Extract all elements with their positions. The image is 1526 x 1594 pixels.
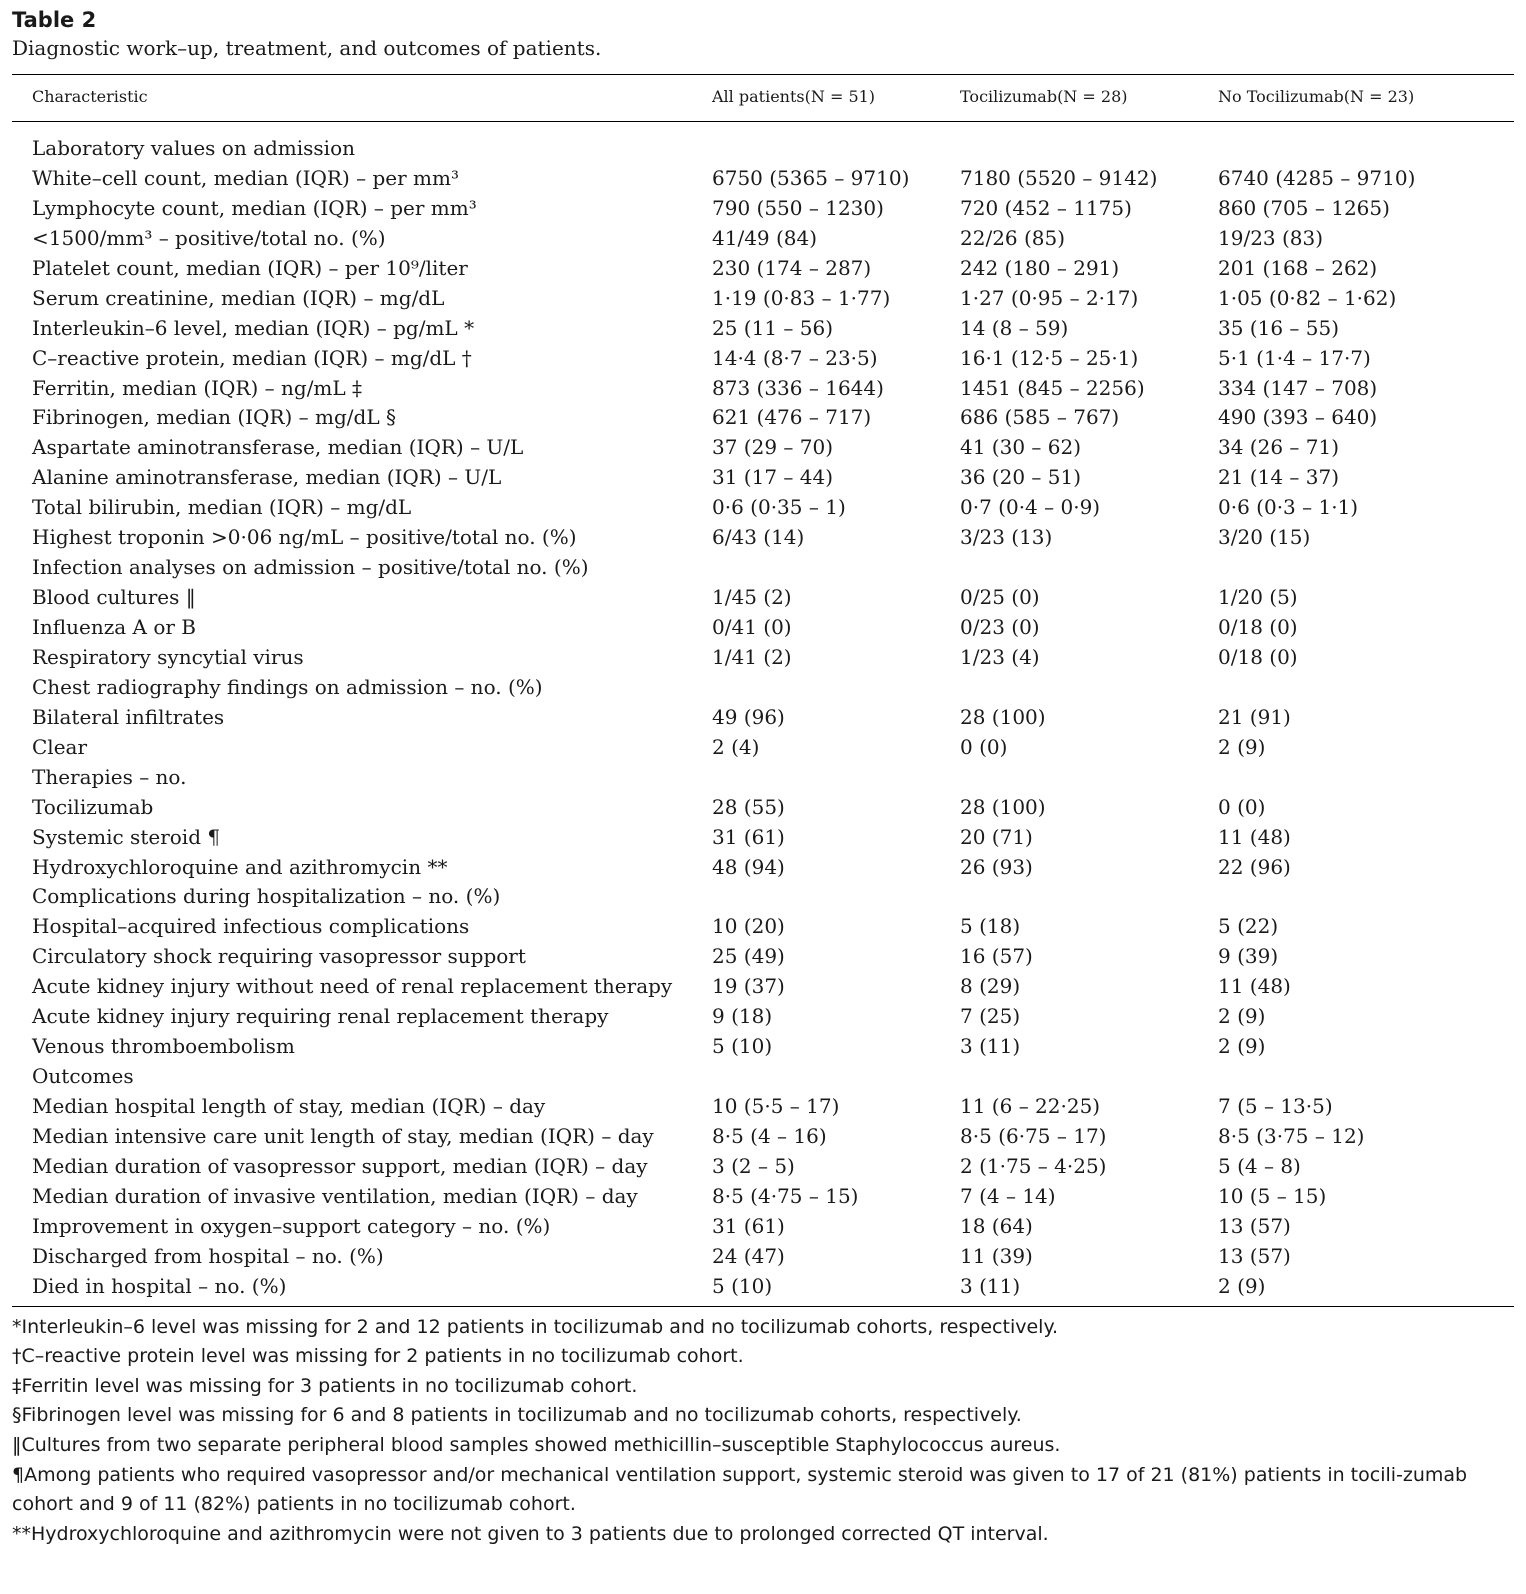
table-row	[12, 1002, 1514, 1032]
cell-all-patients: 10 (5·5 – 17)	[712, 1094, 840, 1118]
table-row	[12, 224, 1514, 254]
cell-tocilizumab: 26 (93)	[960, 854, 1033, 879]
cell-tocilizumab: 36 (20 – 51)	[960, 465, 1082, 490]
cell-no-tocilizumab: 2 (9)	[1218, 1004, 1266, 1029]
table-row	[12, 1182, 1514, 1212]
row-label: Serum creatinine, median (IQR) – mg/dL	[32, 285, 445, 310]
row-label: Clear	[32, 734, 88, 759]
cell-all-patients: 31 (61)	[712, 1213, 785, 1238]
row-label: C–reactive protein, median (IQR) – mg/dL †	[32, 345, 472, 370]
cell-all-patients: 1/41 (2)	[712, 644, 792, 669]
cell-all-patients: 28 (55)	[712, 794, 785, 819]
row-label: Ferritin, median (IQR) – ng/mL ‡	[32, 375, 363, 400]
cell-tocilizumab: 7 (4 – 14)	[960, 1183, 1056, 1208]
cell-tocilizumab: 20 (71)	[960, 824, 1033, 849]
row-label: Circulatory shock requiring vasopressor support	[32, 944, 526, 969]
table-row	[12, 613, 1514, 643]
cell-no-tocilizumab: 5 (4 – 8)	[1218, 1153, 1301, 1178]
row-label: Aspartate aminotransferase, median (IQR) – U/L	[32, 435, 524, 460]
table-row	[12, 463, 1514, 493]
table-row	[12, 374, 1514, 404]
cell-no-tocilizumab: 19/23 (83)	[1218, 225, 1324, 250]
cell-all-patients: 41/49 (84)	[712, 225, 818, 250]
table-row	[12, 1152, 1514, 1182]
row-label: Bilateral infiltrates	[32, 704, 225, 729]
row-label: Median duration of vasopressor support, median (IQR) – day	[32, 1153, 648, 1178]
cell-no-tocilizumab: 13 (57)	[1218, 1213, 1291, 1238]
table-row	[12, 314, 1514, 344]
cell-no-tocilizumab: 8·5 (3·75 – 12)	[1218, 1123, 1365, 1148]
table-row	[12, 1242, 1514, 1272]
cell-no-tocilizumab: 13 (57)	[1218, 1243, 1291, 1268]
cell-no-tocilizumab: 34 (26 – 71)	[1218, 435, 1340, 460]
row-label: Laboratory values on admission	[32, 136, 355, 160]
cell-tocilizumab: 22/26 (85)	[960, 225, 1066, 250]
cell-no-tocilizumab: 0·6 (0·3 – 1·1)	[1218, 495, 1359, 520]
footnote: ¶Among patients who required vasopressor and/or mechanical ventilation support, systemic steroid was given to 17 of 21 (81%) patients in tocili-zumab cohort and 9 of 11 (82%) patients in no tocilizumab cohort.	[12, 1463, 1468, 1516]
row-label: Acute kidney injury requiring renal replacement therapy	[32, 1004, 609, 1029]
cell-no-tocilizumab: 21 (91)	[1218, 704, 1291, 729]
table-row	[12, 1062, 1514, 1092]
footnote: †C–reactive protein level was missing for 2 patients in no tocilizumab cohort.	[12, 1345, 744, 1368]
table-row	[12, 673, 1514, 703]
footnote: §Fibrinogen level was missing for 6 and 8 patients in tocilizumab and no tocilizumab cohorts, respectively.	[12, 1404, 1022, 1427]
cell-all-patients: 790 (550 – 1230)	[712, 195, 884, 220]
table-row	[12, 254, 1514, 284]
cell-tocilizumab: 11 (6 – 22·25)	[960, 1094, 1101, 1118]
cell-all-patients: 2 (4)	[712, 734, 760, 759]
table-row	[12, 1212, 1514, 1242]
table-row	[12, 493, 1514, 523]
cell-tocilizumab: 3 (11)	[960, 1034, 1021, 1059]
cell-tocilizumab: 0/23 (0)	[960, 615, 1040, 639]
cell-no-tocilizumab: 334 (147 – 708)	[1218, 375, 1378, 400]
row-label: Hospital–acquired infectious complications	[32, 914, 470, 939]
row-label: Respiratory syncytial virus	[32, 644, 304, 669]
cell-no-tocilizumab: 21 (14 – 37)	[1218, 465, 1340, 490]
cell-all-patients: 24 (47)	[712, 1243, 785, 1268]
footnote: **Hydroxychloroquine and azithromycin were not given to 3 patients due to prolonged corrected QT interval.	[12, 1522, 1049, 1545]
table-caption: Diagnostic work–up, treatment, and outcomes of patients.	[12, 36, 602, 60]
cell-tocilizumab: 242 (180 – 291)	[960, 255, 1120, 280]
cell-tocilizumab: 720 (452 – 1175)	[960, 195, 1132, 220]
row-label: Influenza A or B	[32, 615, 196, 639]
cell-no-tocilizumab: 0/18 (0)	[1218, 644, 1298, 669]
table-row	[12, 194, 1514, 224]
table-row	[12, 793, 1514, 823]
cell-tocilizumab: 2 (1·75 – 4·25)	[960, 1153, 1107, 1178]
cell-all-patients: 1/45 (2)	[712, 585, 792, 610]
cell-all-patients: 8·5 (4·75 – 15)	[712, 1183, 859, 1208]
cell-tocilizumab: 3/23 (13)	[960, 525, 1053, 550]
table-row	[12, 134, 1514, 164]
cell-all-patients: 25 (11 – 56)	[712, 315, 834, 340]
row-label: Alanine aminotransferase, median (IQR) – U/L	[32, 465, 502, 490]
cell-tocilizumab: 0·7 (0·4 – 0·9)	[960, 495, 1101, 520]
cell-all-patients: 37 (29 – 70)	[712, 435, 834, 460]
row-label: Systemic steroid ¶	[32, 824, 221, 849]
cell-tocilizumab: 16·1 (12·5 – 25·1)	[960, 345, 1139, 370]
cell-no-tocilizumab: 860 (705 – 1265)	[1218, 195, 1390, 220]
table-row	[12, 853, 1514, 883]
cell-tocilizumab: 11 (39)	[960, 1243, 1033, 1268]
cell-all-patients: 0·6 (0·35 – 1)	[712, 495, 846, 520]
cell-tocilizumab: 0 (0)	[960, 734, 1008, 759]
row-label: Chest radiography findings on admission – no. (%)	[32, 674, 543, 699]
table-row	[12, 284, 1514, 314]
header-characteristic: Characteristic	[32, 87, 148, 106]
cell-all-patients: 3 (2 – 5)	[712, 1153, 795, 1178]
row-label: Median intensive care unit length of stay, median (IQR) – day	[32, 1123, 654, 1148]
table-row	[12, 763, 1514, 793]
row-label: Therapies – no.	[32, 764, 187, 789]
cell-no-tocilizumab: 11 (48)	[1218, 824, 1291, 849]
cell-no-tocilizumab: 5 (22)	[1218, 914, 1279, 939]
cell-all-patients: 621 (476 – 717)	[712, 405, 872, 430]
table-row	[12, 912, 1514, 942]
table-row	[12, 344, 1514, 374]
table-row	[12, 733, 1514, 763]
cell-tocilizumab: 8·5 (6·75 – 17)	[960, 1123, 1107, 1148]
cell-all-patients: 9 (18)	[712, 1004, 773, 1029]
cell-tocilizumab: 0/25 (0)	[960, 585, 1040, 610]
cell-tocilizumab: 7180 (5520 – 9142)	[960, 165, 1158, 190]
row-label: Discharged from hospital – no. (%)	[32, 1243, 384, 1268]
cell-no-tocilizumab: 3/20 (15)	[1218, 525, 1311, 550]
cell-tocilizumab: 18 (64)	[960, 1213, 1033, 1238]
cell-all-patients: 1·19 (0·83 – 1·77)	[712, 285, 891, 310]
cell-all-patients: 49 (96)	[712, 704, 785, 729]
cell-no-tocilizumab: 9 (39)	[1218, 944, 1279, 969]
cell-tocilizumab: 28 (100)	[960, 794, 1046, 819]
header-no-tocilizumab: No Tocilizumab(N = 23)	[1218, 87, 1415, 106]
row-label: Complications during hospitalization – no. (%)	[32, 884, 501, 909]
cell-all-patients: 25 (49)	[712, 944, 785, 969]
table-header	[12, 75, 1514, 121]
cell-all-patients: 6/43 (14)	[712, 525, 805, 550]
cell-tocilizumab: 686 (585 – 767)	[960, 405, 1120, 430]
table-row	[12, 1092, 1514, 1122]
row-label: Total bilirubin, median (IQR) – mg/dL	[32, 495, 412, 520]
cell-tocilizumab: 5 (18)	[960, 914, 1021, 939]
cell-tocilizumab: 41 (30 – 62)	[960, 435, 1082, 460]
table-row	[12, 164, 1514, 194]
table-row	[12, 643, 1514, 673]
cell-no-tocilizumab: 0 (0)	[1218, 794, 1266, 819]
cell-tocilizumab: 1451 (845 – 2256)	[960, 375, 1145, 400]
row-label: <1500/mm³ – positive/total no. (%)	[32, 225, 386, 250]
cell-no-tocilizumab: 2 (9)	[1218, 734, 1266, 759]
table-row	[12, 583, 1514, 613]
cell-all-patients: 6750 (5365 – 9710)	[712, 165, 910, 190]
cell-no-tocilizumab: 11 (48)	[1218, 974, 1291, 999]
cell-no-tocilizumab: 5·1 (1·4 – 17·7)	[1218, 345, 1371, 370]
cell-no-tocilizumab: 35 (16 – 55)	[1218, 315, 1340, 340]
row-label: Platelet count, median (IQR) – per 10⁹/liter	[32, 255, 468, 280]
cell-tocilizumab: 1·27 (0·95 – 2·17)	[960, 285, 1139, 310]
table-label: Table 2	[12, 8, 97, 32]
row-label: Improvement in oxygen–support category – no. (%)	[32, 1213, 551, 1238]
cell-tocilizumab: 3 (11)	[960, 1273, 1021, 1298]
row-label: Median duration of invasive ventilation, median (IQR) – day	[32, 1183, 638, 1208]
table-row	[12, 1032, 1514, 1062]
cell-all-patients: 48 (94)	[712, 854, 785, 879]
cell-tocilizumab: 28 (100)	[960, 704, 1046, 729]
cell-no-tocilizumab: 2 (9)	[1218, 1034, 1266, 1059]
cell-all-patients: 5 (10)	[712, 1273, 773, 1298]
row-label: White–cell count, median (IQR) – per mm³	[32, 165, 459, 190]
row-label: Died in hospital – no. (%)	[32, 1273, 287, 1298]
table-row	[12, 553, 1514, 583]
row-label: Venous thromboembolism	[32, 1034, 295, 1059]
footnote: ‡Ferritin level was missing for 3 patients in no tocilizumab cohort.	[12, 1374, 638, 1397]
cell-tocilizumab: 1/23 (4)	[960, 644, 1040, 669]
cell-all-patients: 10 (20)	[712, 914, 785, 939]
header-all-patients: All patients(N = 51)	[712, 87, 876, 106]
table-row	[12, 942, 1514, 972]
cell-all-patients: 0/41 (0)	[712, 615, 792, 639]
footnote: ‖Cultures from two separate peripheral blood samples showed methicillin–susceptible Staphylococcus aureus.	[12, 1433, 1061, 1456]
row-label: Blood cultures ‖	[32, 585, 196, 610]
cell-all-patients: 31 (61)	[712, 824, 785, 849]
table-row	[12, 403, 1514, 433]
cell-all-patients: 31 (17 – 44)	[712, 465, 834, 490]
cell-no-tocilizumab: 10 (5 – 15)	[1218, 1183, 1327, 1208]
table-row	[12, 972, 1514, 1002]
cell-tocilizumab: 14 (8 – 59)	[960, 315, 1069, 340]
cell-no-tocilizumab: 0/18 (0)	[1218, 615, 1298, 639]
cell-all-patients: 873 (336 – 1644)	[712, 375, 884, 400]
cell-all-patients: 5 (10)	[712, 1034, 773, 1059]
table-row	[12, 433, 1514, 463]
row-label: Tocilizumab	[32, 794, 154, 819]
row-label: Acute kidney injury without need of renal replacement therapy	[32, 974, 673, 999]
row-label: Infection analyses on admission – positive/total no. (%)	[32, 555, 589, 580]
row-label: Lymphocyte count, median (IQR) – per mm³	[32, 195, 477, 220]
table-footnotes	[12, 1307, 1514, 1550]
row-label: Interleukin–6 level, median (IQR) – pg/mL *	[32, 315, 475, 340]
row-label: Outcomes	[32, 1064, 134, 1089]
cell-no-tocilizumab: 1/20 (5)	[1218, 585, 1298, 610]
cell-all-patients: 19 (37)	[712, 974, 785, 999]
cell-no-tocilizumab: 2 (9)	[1218, 1273, 1266, 1298]
table-row	[12, 523, 1514, 553]
table-row	[12, 882, 1514, 912]
cell-all-patients: 230 (174 – 287)	[712, 255, 872, 280]
table-row	[12, 703, 1514, 733]
row-label: Median hospital length of stay, median (IQR) – day	[32, 1094, 546, 1118]
cell-tocilizumab: 7 (25)	[960, 1004, 1021, 1029]
row-label: Highest troponin >0·06 ng/mL – positive/total no. (%)	[32, 525, 577, 550]
cell-no-tocilizumab: 6740 (4285 – 9710)	[1218, 165, 1416, 190]
cell-no-tocilizumab: 22 (96)	[1218, 854, 1291, 879]
cell-all-patients: 14·4 (8·7 – 23·5)	[712, 345, 878, 370]
table-row	[12, 823, 1514, 853]
cell-tocilizumab: 16 (57)	[960, 944, 1033, 969]
row-label: Hydroxychloroquine and azithromycin **	[32, 854, 448, 879]
row-label: Fibrinogen, median (IQR) – mg/dL §	[32, 405, 396, 430]
footnote: *Interleukin–6 level was missing for 2 and 12 patients in tocilizumab and no tocilizumab cohorts, respectively.	[12, 1315, 1059, 1338]
table-body	[12, 122, 1514, 1306]
cell-all-patients: 8·5 (4 – 16)	[712, 1123, 827, 1148]
header-tocilizumab: Tocilizumab(N = 28)	[960, 87, 1128, 106]
cell-no-tocilizumab: 201 (168 – 262)	[1218, 255, 1378, 280]
cell-tocilizumab: 8 (29)	[960, 974, 1021, 999]
cell-no-tocilizumab: 490 (393 – 640)	[1218, 405, 1378, 430]
table-row	[12, 1122, 1514, 1152]
cell-no-tocilizumab: 1·05 (0·82 – 1·62)	[1218, 285, 1397, 310]
table-row	[12, 1272, 1514, 1302]
cell-no-tocilizumab: 7 (5 – 13·5)	[1218, 1094, 1333, 1118]
